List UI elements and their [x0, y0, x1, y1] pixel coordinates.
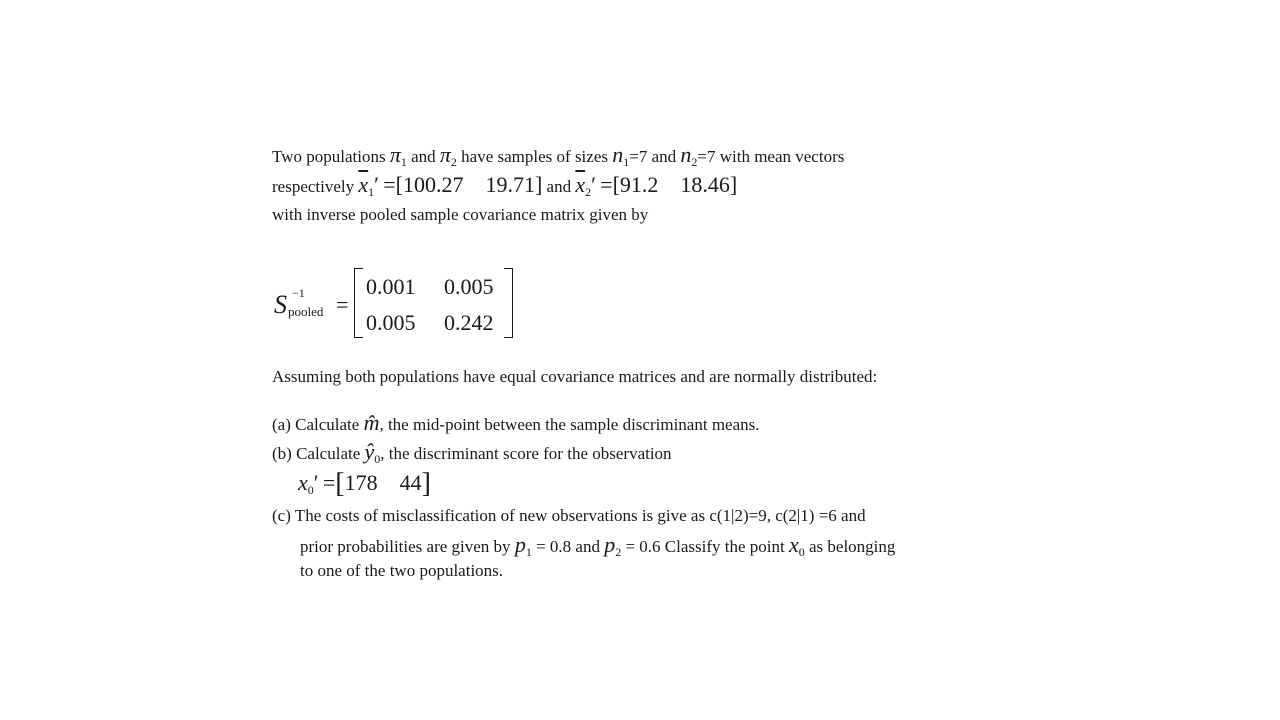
part-c-line-3: to one of the two populations. [300, 561, 504, 580]
x0-symbol-c: x [788, 532, 799, 557]
x2-prime: ′ [591, 172, 596, 197]
x0-value-2: 44 [399, 470, 422, 495]
equals-sign: = [336, 292, 349, 317]
and-text-2: and [546, 177, 572, 196]
part-b [272, 441, 672, 465]
s-superscript: −1 [292, 286, 305, 300]
x1-prime: ′ [374, 172, 379, 197]
matrix-cell-22: 0.242 [444, 310, 494, 335]
x0-left-bracket: [ [335, 468, 345, 499]
y-hat-subscript: 0 [374, 452, 381, 466]
mean-vector-2-b: 18.46] [680, 172, 738, 197]
s-subscript: pooled [288, 304, 324, 319]
part-a-text: , the mid-point between the sample discriminant means. [379, 415, 760, 434]
p1-value: = 0.8 and [536, 537, 600, 556]
n-subscript-1: 1 [623, 155, 630, 169]
x1-bar-symbol: $\overline{x}$ [358, 172, 369, 197]
matrix-cell-21: 0.005 [366, 310, 416, 335]
x0-symbol: x [298, 470, 308, 495]
belonging-text: as belonging [809, 537, 896, 556]
x0-value-1: 178 [344, 470, 378, 495]
assumption-text: Assuming both populations have equal covariance matrices and are normally distributed: [272, 367, 878, 386]
pi-symbol: π [389, 142, 401, 167]
n-subscript-2: 2 [691, 155, 698, 169]
mean-vector-1-a: =[100.27 [383, 172, 464, 197]
mean-vector-2-a: =[91.2 [600, 172, 659, 197]
left-bracket [354, 268, 363, 338]
pi-subscript-1: 1 [400, 155, 407, 169]
intro-text: Two populations [272, 147, 386, 166]
p2-subscript: 2 [615, 545, 622, 559]
x2-subscript: 2 [585, 185, 592, 199]
m-hat-symbol: m̂ [363, 410, 380, 435]
n1-value: =7 and [629, 147, 677, 166]
intro-line [272, 144, 844, 168]
part-b-text: , the discriminant score for the observation [380, 444, 672, 463]
matrix-cell-12: 0.005 [444, 274, 494, 299]
p1-subscript: 1 [525, 545, 532, 559]
covariance-intro: with inverse pooled sample covariance matrix given by [272, 205, 649, 224]
s-symbol: S [274, 290, 287, 319]
part-a [272, 412, 760, 434]
p2-value: = 0.6 Classify the point [625, 537, 785, 556]
part-a-label: (a) Calculate [272, 415, 360, 434]
mean-vectors-line [272, 174, 737, 198]
pi-symbol-2: π [439, 142, 451, 167]
mean-vector-1-b: 19.71] [485, 172, 543, 197]
x0-prime: ′ [313, 470, 319, 495]
x1-subscript: 1 [368, 185, 375, 199]
and-text: and [411, 147, 436, 166]
part-b-label: (b) Calculate [272, 444, 361, 463]
n-symbol-2: n [680, 142, 692, 167]
p2-symbol: p [604, 532, 616, 557]
pi-subscript-2: 2 [450, 155, 457, 169]
n2-value: =7 with mean vectors [697, 147, 845, 166]
part-c-line-2 [300, 534, 895, 558]
priors-text: prior probabilities are given by [300, 537, 511, 556]
x0-subscript: 0 [307, 483, 314, 497]
x0-subscript-c: 0 [798, 545, 805, 559]
respectively-text: respectively [272, 177, 355, 196]
sample-sizes-text: have samples of sizes [461, 147, 608, 166]
x0-equals: = [322, 470, 336, 495]
matrix-cell-11: 0.001 [366, 274, 416, 299]
x0-right-bracket: ] [421, 468, 431, 499]
p1-symbol: p [514, 532, 526, 557]
right-bracket [504, 268, 513, 338]
x2-bar-symbol: $\overline{x}$ [575, 172, 586, 197]
y-hat-symbol: ŷ [364, 439, 375, 464]
part-c-line-1: (c) The costs of misclassification of new observations is give as c(1|2)=9, c(2|1) =6 and [272, 506, 866, 525]
observation-vector [298, 470, 431, 498]
n-symbol-1: n [612, 142, 624, 167]
